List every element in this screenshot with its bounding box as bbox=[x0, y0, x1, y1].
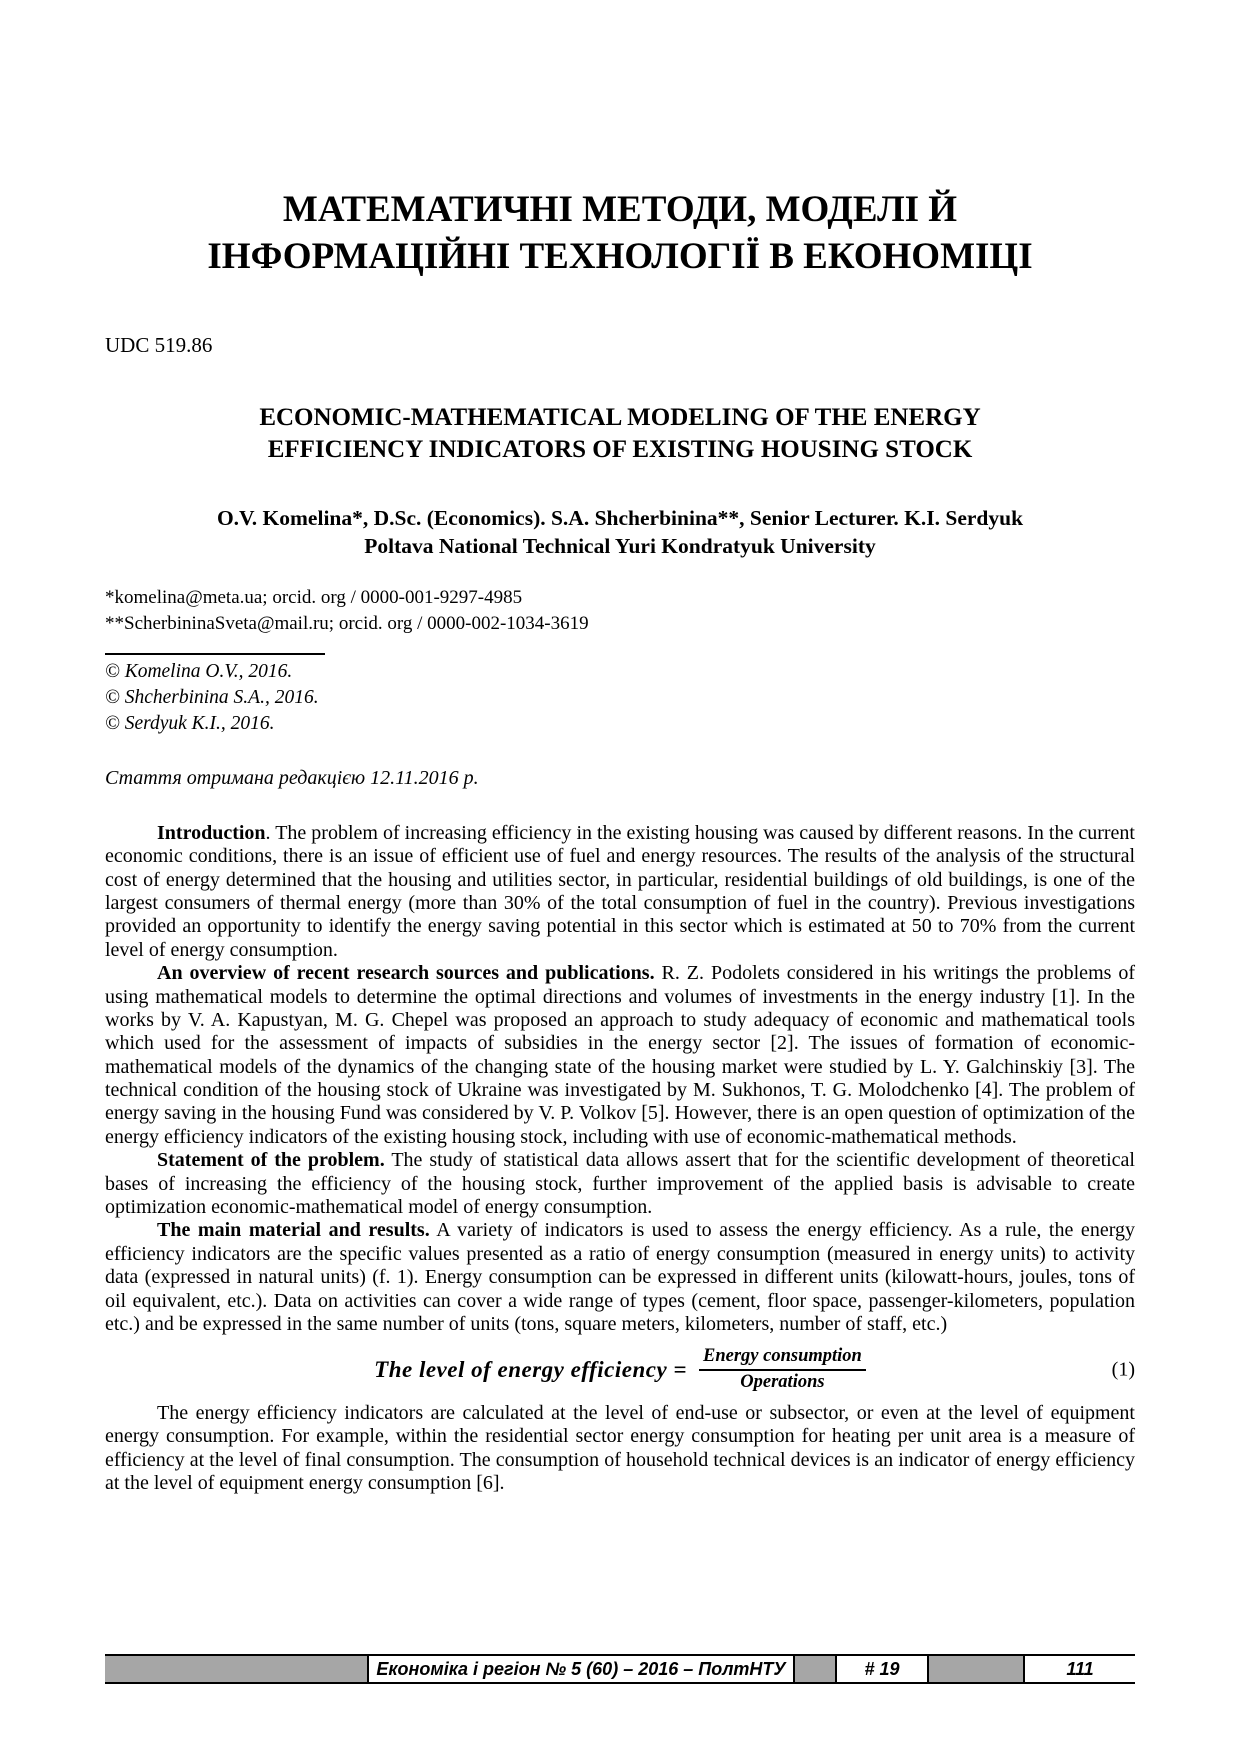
copyright-divider bbox=[105, 653, 325, 655]
formula-numerator: Energy consumption bbox=[699, 1346, 866, 1371]
footer-spacer-mid2 bbox=[927, 1656, 1023, 1682]
paragraph-lead: Statement of the problem. bbox=[157, 1149, 385, 1172]
copyright-line: © Serdyuk K.I., 2016. bbox=[105, 712, 275, 734]
formula-number: (1) bbox=[1111, 1358, 1135, 1381]
paragraph-text: The study of statistical data allows assert that for the scientific development of theoretical bases of increasing the efficiency of the housing stock, further improvement of the applied basis is advisable to create optimization economic-mathematical model of energy consumption. bbox=[105, 1149, 1135, 1219]
footer-spacer-left bbox=[105, 1656, 367, 1682]
paragraph-main-material bbox=[105, 1219, 1135, 1336]
formula-denominator: Operations bbox=[740, 1372, 825, 1393]
copyright-block bbox=[105, 659, 1135, 737]
paragraph-text: The energy efficiency indicators are calculated at the level of end-use or subsector, or even at the level of equipment energy consumption. For example, within the residential sector energy consumption for heating per unit area is a measure of efficiency at the level of final consumption. The consumption of household technical devices is an indicator of energy efficiency at the level of equipment energy consumption [6]. bbox=[105, 1402, 1135, 1495]
footer-journal-title bbox=[367, 1656, 793, 1682]
contacts-block bbox=[105, 585, 1135, 637]
paragraph-introduction bbox=[105, 822, 1135, 962]
udc-code: UDC 519.86 bbox=[105, 332, 213, 357]
affiliation: Poltava National Technical Yuri Kondratyuk University bbox=[364, 533, 876, 558]
article-title-line2: EFFICIENCY INDICATORS OF EXISTING HOUSING STOCK bbox=[267, 436, 973, 464]
paragraph-lead: An overview of recent research sources and publications. bbox=[157, 962, 655, 985]
article-title-line1: ECONOMIC-MATHEMATICAL MODELING OF THE ENERGY bbox=[259, 403, 981, 431]
formula-fraction bbox=[699, 1346, 866, 1394]
formula-lhs: The level of energy efficiency = bbox=[374, 1356, 688, 1382]
article-body bbox=[105, 822, 1135, 1496]
paragraph-lead: Introduction bbox=[157, 821, 266, 844]
authors: O.V. Komelina*, D.Sc. (Economics). S.A. Shcherbinina**, Senior Lecturer. K.I. Serdyuk bbox=[216, 505, 1024, 530]
page-footer bbox=[105, 1654, 1135, 1684]
paragraph-lead: The main material and results. bbox=[157, 1219, 430, 1242]
received-date: Стаття отримана редакцією 12.11.2016 р. bbox=[105, 766, 479, 789]
paragraph-indicators bbox=[105, 1402, 1135, 1496]
footer-issue-number: # 19 bbox=[835, 1656, 927, 1682]
paragraph-text: A variety of indicators is used to assess the energy efficiency. As a rule, the energy efficiency indicators are the specific values presented as a ratio of energy consumption (measured in energy units) to activity data (expressed in natural units) (f. 1). Energy consumption can be expressed in different units (kilowatt-hours, joules, tons of oil equivalent, etc.). Data on activities can cover a wide range of types (cement, floor space, passenger-kilometers, population etc.) and be expressed in the same number of units (tons, square meters, kilometers, number of staff, etc.) bbox=[105, 1219, 1135, 1335]
article-title bbox=[105, 402, 1135, 467]
paragraph-statement bbox=[105, 1149, 1135, 1219]
paragraph-overview bbox=[105, 962, 1135, 1149]
contact-email-1: *komelina@meta.ua; orcid. org / 0000-001-9297-4985 bbox=[105, 586, 523, 608]
contact-email-2: **ScherbininaSveta@mail.ru; orcid. org / 0000-002-1034-3619 bbox=[105, 612, 589, 634]
footer-spacer-mid1 bbox=[793, 1656, 835, 1682]
section-title bbox=[105, 186, 1135, 281]
page-content bbox=[105, 0, 1135, 1496]
footer-journal-text: Економіка і регіон № 5 (60) – 2016 – ПолтНТУ bbox=[376, 1658, 786, 1679]
section-title-line1: МАТЕМАТИЧНІ МЕТОДИ, МОДЕЛІ Й bbox=[282, 189, 958, 230]
section-title-line2: ІНФОРМАЦІЙНІ ТЕХНОЛОГІЇ В ЕКОНОМІЦІ bbox=[207, 236, 1033, 278]
paragraph-text: R. Z. Podolets considered in his writings the problems of using mathematical models to determine the optimal directions and volumes of investments in the energy industry [1]. In the works by V. A. Kapustyan, M. G. Chepel was proposed an approach to study adequacy of economic and mathematical tools which used for the assessment of impacts of subsidies in the energy sector [2]. The issues of formation of economic-mathematical models of the dynamics of the changing state of the housing market were studied by L. Y. Galchinskiy [3]. The technical condition of the housing stock of Ukraine was investigated by M. Sukhonos, T. G. Molodchenko [4]. The problem of energy saving in the housing Fund was considered by V. P. Volkov [5]. However, there is an open question of optimization of the energy efficiency indicators of the existing housing stock, including with use of economic-mathematical methods. bbox=[105, 962, 1135, 1148]
formula-1 bbox=[105, 1346, 1135, 1394]
copyright-line: © Komelina O.V., 2016. bbox=[105, 661, 293, 683]
paragraph-text: . The problem of increasing efficiency in the existing housing was caused by different reasons. In the current economic conditions, there is an issue of efficient use of fuel and energy resources. The results of the analysis of the structural cost of energy determined that the housing and utilities sector, in particular, residential buildings of old buildings, is one of the largest consumers of thermal energy (more than 30% of the total consumption of fuel in the country). Previous investigations provided an opportunity to identify the energy saving potential in this sector which is estimated at 50 to 70% from the current level of energy consumption. bbox=[105, 821, 1135, 961]
footer-page-number: 111 bbox=[1023, 1656, 1135, 1682]
copyright-line: © Shcherbinina S.A., 2016. bbox=[105, 686, 319, 708]
formula-expression bbox=[374, 1346, 866, 1394]
